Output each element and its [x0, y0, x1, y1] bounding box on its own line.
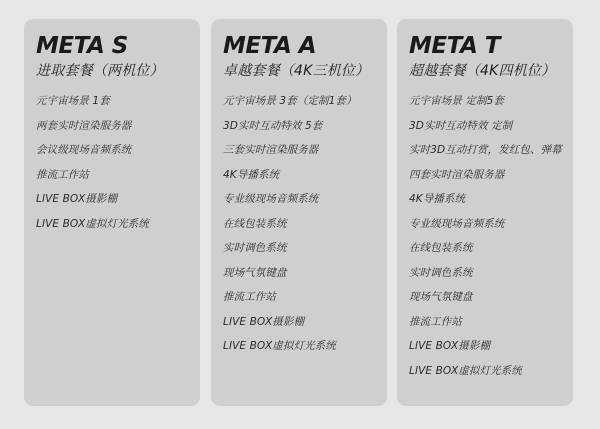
feature-item: 元宇宙场景 1套: [36, 95, 110, 107]
feature-item: 元宇宙场景 3套（定制1套）: [223, 95, 357, 107]
feature-item: LIVE BOX虚拟灯光系统: [36, 217, 149, 230]
feature-item: 会议级现场音频系统: [36, 144, 132, 156]
plan-title: META S: [36, 33, 128, 59]
feature-item: 推流工作站: [36, 168, 89, 181]
feature-item: 4K导播系统: [409, 193, 466, 205]
feature-list: [223, 95, 387, 353]
feature-item: 两套实时渲染服务器: [36, 119, 132, 132]
feature-item: 实时3D互动打赏，发红包、弹幕: [409, 144, 562, 156]
feature-item: 专业级现场音频系统: [223, 193, 319, 205]
plan-title: META T: [409, 33, 500, 59]
feature-item: 3D实时互动特效 定制: [409, 119, 513, 132]
feature-item: LIVE BOX虚拟灯光系统: [409, 364, 522, 377]
feature-item: 3D实时互动特效 5套: [223, 119, 323, 132]
feature-item: 现场气氛键盘: [409, 291, 473, 303]
feature-item: 在线包装系统: [223, 217, 287, 230]
feature-item: LIVE BOX摄影棚: [223, 315, 305, 328]
feature-item: 实时调色系统: [223, 242, 287, 254]
plan-subtitle: 超越套餐（4K四机位）: [409, 63, 556, 79]
feature-item: LIVE BOX虚拟灯光系统: [223, 340, 336, 352]
feature-list: [409, 95, 573, 378]
feature-item: LIVE BOX摄影棚: [36, 193, 118, 205]
plan-title: META A: [223, 33, 317, 59]
plan-subtitle: 卓越套餐（4K三机位）: [223, 63, 370, 79]
plan-card-meta-s: [24, 19, 200, 406]
plan-subtitle: 进取套餐（两机位）: [36, 63, 164, 79]
feature-item: 四套实时渲染服务器: [409, 168, 505, 181]
feature-item: 推流工作站: [409, 315, 462, 328]
feature-list: [36, 95, 200, 231]
feature-item: 实时调色系统: [409, 266, 473, 279]
plan-card-meta-a: [211, 19, 387, 406]
feature-item: 在线包装系统: [409, 242, 473, 254]
feature-item: 三套实时渲染服务器: [223, 144, 319, 156]
feature-item: LIVE BOX摄影棚: [409, 340, 491, 352]
feature-item: 专业级现场音频系统: [409, 217, 505, 230]
feature-item: 推流工作站: [223, 291, 276, 303]
feature-item: 元宇宙场景 定制5套: [409, 95, 505, 107]
feature-item: 4K导播系统: [223, 168, 280, 181]
feature-item: 现场气氛键盘: [223, 266, 287, 279]
plan-card-meta-t: [397, 19, 573, 406]
